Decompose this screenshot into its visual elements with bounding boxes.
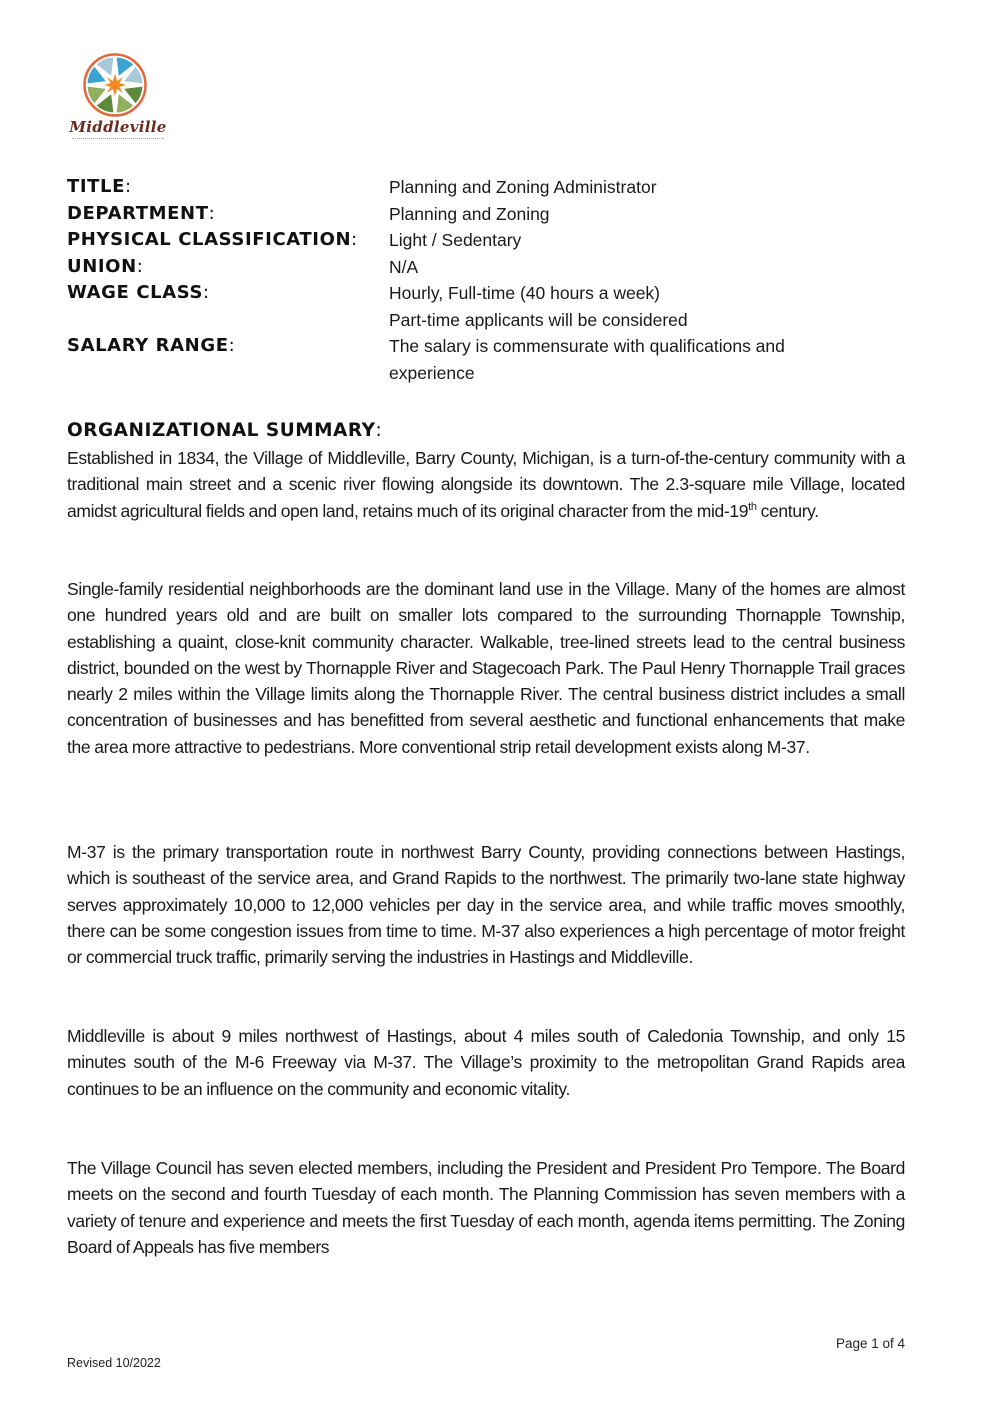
wage-class-label [67,280,389,333]
physical-classification-label [67,227,389,254]
ordinal-superscript: th [748,500,757,513]
summary-paragraph-1 [67,445,905,524]
union-label [67,254,389,281]
middleville-logo [64,52,172,144]
colon: : [136,255,144,277]
colon: : [351,229,358,250]
paragraph-text: Established in 1834, the Village of Middleville, Barry County, Michigan, is a turn-of-the-century community with a traditional main street and a scenic river flowing alongside its downtown. The 2.3-square mile Village, located amidst agricultural fields and open land, retains much of its original character from the mid-19 [67,448,905,521]
page-number: Page 1 of 4 [835,1336,905,1351]
colon: : [375,420,383,441]
wage-class-label-text: WAGE CLASS [67,282,204,303]
department-label-text: DEPARTMENT [67,202,209,224]
info-row-department [67,201,907,228]
physical-classification-value: Light / Sedentary [389,230,522,250]
summary-paragraph-5: The Village Council has seven elected members, including the President and President Pro Tempore. The Board meets on the second and fourth Tuesday of each month. The Planning Commission has seven members with a variety of tenure and experience and meets the first Tuesday of each month, agenda items permitting. The Zoning Board of Appeals has five members [67,1158,905,1257]
paragraph-text-end: century. [756,500,819,521]
middleville-sun-wheel-logo-icon [82,52,148,118]
summary-paragraph-3: M-37 is the primary transportation route in northwest Barry County, providing connections between Hastings, which is southeast of the service area, and Grand Rapids to the northwest. The primarily two-lane state highway serves approximately 10,000 to 12,000 vehicles per day in the service area, and while traffic moves smoothly, there can be some congestion issues from time to time. M-37 also experiences a high percentage of motor freight or commercial truck traffic, primarily serving the industries in Hastings and Middleville. [67,842,905,968]
union-label-text: UNION [67,255,137,277]
wage-class-value-line2: Part-time applicants will be considered [389,309,688,330]
colon: : [208,202,216,224]
title-value: Planning and Zoning Administrator [389,177,657,197]
colon: : [203,282,210,303]
summary-paragraph-2: Single-family residential neighborhoods are the dominant land use in the Village. Many of the homes are almost one hundred years old and are built on smaller lots compared to the surrounding Thornapple Township, establishing a quaint, close-knit community character. Walkable, tree-lined streets lead to the central business district, bounded on the west by Thornapple River and Stagecoach Park. The Paul Henry Thornapple Trail graces nearly 2 miles within the Village limits along the Thornapple River. The central business district includes a small concentration of businesses and has benefitted from several aesthetic and functional enhancements that make the area more attractive to pedestrians. More conventional strip retail development exists along M-37. [67,579,905,757]
heading-text: ORGANIZATIONAL SUMMARY [67,420,376,441]
wage-class-value [389,280,859,333]
title-label [67,174,389,201]
department-value: Planning and Zoning [389,203,550,224]
physical-classification-label-text: PHYSICAL CLASSIFICATION [67,229,352,250]
colon: : [228,335,236,356]
organizational-summary-heading [67,420,382,441]
logo-tagline [72,138,164,142]
info-row-physical-classification [67,227,907,254]
union-value: N/A [389,256,419,277]
info-row-title [67,174,907,201]
info-row-wage-class [67,280,907,333]
salary-range-label [67,333,389,386]
job-info-table [67,174,907,386]
salary-range-label-text: SALARY RANGE [67,335,229,356]
info-row-salary-range [67,333,907,386]
colon: : [125,176,132,197]
department-label [67,201,389,228]
logo-wordmark: Middleville [69,118,167,136]
wage-class-value-line1: Hourly, Full-time (40 hours a week) [389,283,661,303]
salary-range-value: The salary is commensurate with qualifications and experience [389,336,785,383]
summary-paragraph-4: Middleville is about 9 miles northwest of Hastings, about 4 miles south of Caledonia Township, and only 15 minutes south of the M-6 Freeway via M-37. The Village’s proximity to the metropolitan Grand Rapids area continues to be an influence on the community and economic vitality. [67,1026,905,1099]
title-label-text: TITLE [67,176,126,197]
revision-date: Revised 10/2022 [67,1356,161,1370]
info-row-union [67,254,907,281]
